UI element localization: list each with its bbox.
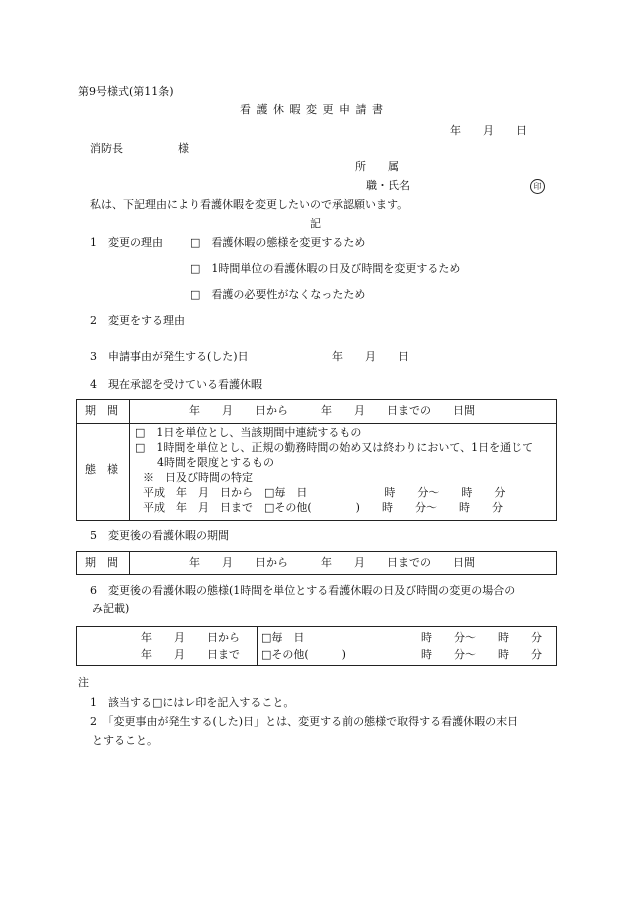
new-mode-time-2: 時 分〜 時 分 (421, 648, 542, 661)
ki-heading: 記 (310, 217, 321, 230)
new-mode-every-day[interactable]: □毎 日 (261, 631, 305, 644)
date-line: 年 月 日 (450, 124, 527, 137)
item2-label: 2 変更をする理由 (90, 314, 185, 327)
addressee: 消防長 様 (90, 142, 189, 155)
new-mode-time-1: 時 分〜 時 分 (421, 631, 542, 644)
item3-label: 3 申請事由が発生する(した)日 (90, 350, 249, 363)
item1-label: 1 変更の理由 (90, 236, 163, 249)
mode-line-6: 平成 年 月 日まで □その他( ) 時 分〜 時 分 (143, 501, 503, 514)
notes-heading: 注 (78, 676, 89, 689)
mode-line-4: ※ 日及び時間の特定 (143, 471, 253, 484)
name-label: 職・氏名 (366, 179, 410, 192)
item4-label: 4 現在承認を受けている看護休暇 (90, 378, 262, 391)
new-mode-table (76, 626, 557, 666)
item6-label-1: 6 変更後の看護休暇の態様(1時間を単位とする看護休暇の日及び時間の変更の場合の (90, 584, 516, 597)
intro-text: 私は、下記理由により看護休暇を変更したいので承認願います。 (90, 198, 409, 211)
mode-line-3: 4時間を限度とするもの (135, 456, 274, 469)
period-text: 年 月 日から 年 月 日までの 日間 (189, 404, 475, 417)
form-number: 第9号様式(第11条) (78, 85, 174, 98)
seal-mark: 印 (530, 179, 545, 194)
new-period-table (76, 551, 557, 575)
note-1: 1 該当する□にはレ印を記入すること。 (90, 696, 295, 709)
mode-line-1: □ 1日を単位とし、当該期間中連続するもの (135, 426, 362, 439)
item1-option-1[interactable]: □ 看護休暇の態様を変更するため (190, 236, 366, 249)
new-period-header: 期 間 (85, 556, 118, 569)
new-mode-from-date: 年 月 日から (141, 631, 240, 644)
item3-date: 年 月 日 (332, 350, 409, 363)
note-2-line-1: 2 「変更事由が発生する(した)日」とは、変更する前の態様で取得する看護休暇の末日 (90, 715, 519, 728)
affiliation-label: 所 属 (355, 160, 399, 173)
item6-label-2: み記載) (92, 602, 130, 615)
new-mode-to-date: 年 月 日まで (141, 648, 240, 661)
new-mode-other[interactable]: □その他( ) (261, 648, 346, 661)
item1-option-3[interactable]: □ 看護の必要性がなくなったため (190, 288, 366, 301)
mode-line-5: 平成 年 月 日から □毎 日 時 分〜 時 分 (143, 486, 506, 499)
item5-label: 5 変更後の看護休暇の期間 (90, 529, 229, 542)
note-2-line-2: とすること。 (92, 734, 158, 747)
mode-line-2: □ 1時間を単位とし、正規の勤務時間の始め又は終わりにおいて、1日を通じて (135, 441, 534, 454)
current-leave-table (76, 399, 557, 521)
period-header: 期 間 (85, 404, 118, 417)
mode-header: 態 様 (85, 463, 118, 476)
document-title: 看 護 休 暇 変 更 申 請 書 (240, 103, 384, 116)
item1-option-2[interactable]: □ 1時間単位の看護休暇の日及び時間を変更するため (190, 262, 461, 275)
new-period-text: 年 月 日から 年 月 日までの 日間 (189, 556, 475, 569)
